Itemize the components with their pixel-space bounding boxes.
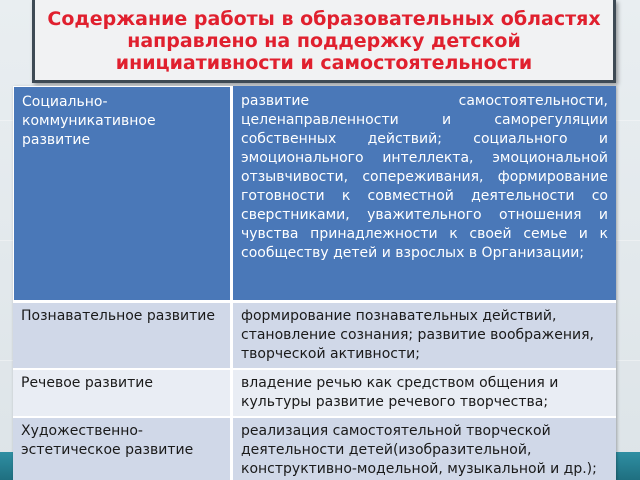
content-table <box>13 86 616 480</box>
area-cell: Художественно-эстетическое развитие <box>13 418 233 480</box>
area-cell: Речевое развитие <box>13 370 233 418</box>
table-row <box>13 418 616 480</box>
area-cell: Познавательное развитие <box>13 303 233 370</box>
table-row <box>13 303 616 370</box>
content-cell: формирование познавательных действий, становление сознания; развитие воображения, творческой активности; <box>233 303 616 370</box>
area-cell: Социально-коммуникативное развитие <box>13 86 233 303</box>
table-row <box>13 370 616 418</box>
table-row <box>13 86 616 303</box>
content-cell: владение речью как средством общения и культуры развитие речевого творчества; <box>233 370 616 418</box>
content-cell: реализация самостоятельной творческой деятельности детей(изобразительной, конструктивно-модельной, музыкальной и др.); <box>233 418 616 480</box>
content-cell: развитие самостоятельности, целенаправленности и саморегуляции собственных действий; социального и эмоционального интеллекта, эмоциональной отзывчивости, сопереживания, формирование готовности к совместной деятельности со сверстниками, уважительного отношения и чувства принадлежности к своей семье и к сообществу детей и взрослых в Организации; <box>233 86 616 303</box>
slide-title: Содержание работы в образовательных областях направлено на поддержку детской инициативности и самостоятельности <box>47 8 601 74</box>
content-table-container <box>13 86 616 480</box>
slide-title-box <box>32 0 616 83</box>
